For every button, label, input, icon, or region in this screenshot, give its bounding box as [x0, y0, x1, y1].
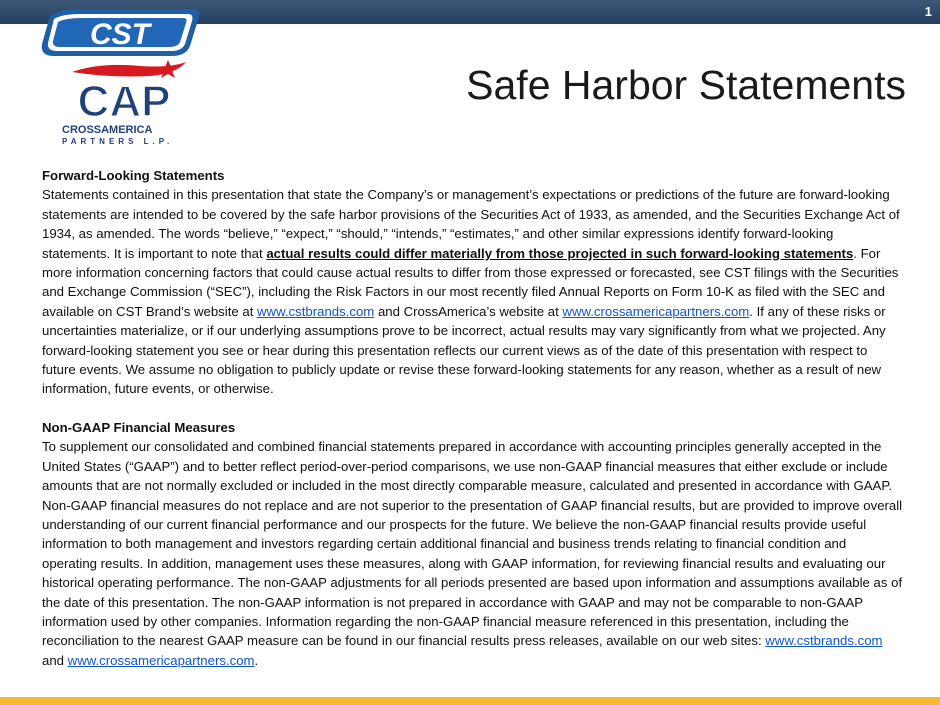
- crossamerica-link[interactable]: www.crossamericapartners.com: [562, 303, 750, 319]
- bottom-bar: [0, 697, 940, 705]
- page-number: 1: [924, 4, 932, 19]
- slide-content: [42, 166, 904, 670]
- forward-looking-heading: Forward-Looking Statements: [42, 168, 225, 183]
- non-gaap-crossamerica-link[interactable]: www.crossamericapartners.com: [67, 652, 255, 668]
- logo-caption: [62, 124, 202, 146]
- company-logo: [40, 8, 210, 148]
- page-title: Safe Harbor Statements: [466, 62, 906, 108]
- forward-looking-text-d: . If any of these risks or uncertainties materialize, or if our underlying assumptions prove to be incorrect, actual results may vary significantly from what we projected. Any forward-looking statement you see or hear during this presentation reflects our current views as of the date of this presentation with respect to future events. We assume no obligation to publicly update or revise these forward-looking statements for any reason, whether as a result of new information, future events, or otherwise.: [42, 303, 886, 397]
- non-gaap-text-c: .: [254, 652, 259, 668]
- forward-looking-text-a: Statements contained in this presentation that state the Company’s or management’s expectations or predictions of the future are forward-looking statements are intended to be covered by the safe harbor provisions of the Securities Act of 1933, as amended, and the Securities Exchange Act of 1934, as amended. The words “believe,” “expect,” “should,” “intends,” “estimates,” and other similar expressions identify forward-looking statements. It is important to note that: [42, 187, 900, 261]
- svg-text:CAP: CAP: [77, 77, 171, 124]
- non-gaap-cstbrands-link[interactable]: www.cstbrands.com: [765, 633, 883, 649]
- cap-logo-icon: [60, 60, 190, 124]
- non-gaap-text-a: To supplement our consolidated and combined financial statements prepared in accordance with accounting principles generally accepted in the United States (“GAAP”) and to better reflect period-over-period comparisons, we use non-GAAP financial measures that either exclude or include amounts that are not normally excluded or included in the most directly comparable measure, calculated and presented in accordance with GAAP. Non-GAAP financial measures do not replace and are not superior to the presentation of GAAP financial results, but are provided to improve overall understanding of our current financial performance and our prospects for the future. We believe the non-GAAP financial results provide useful information to both management and investors regarding certain additional financial and business trends relating to financial condition and operating results. In addition, management uses these measures, along with GAAP information, for reviewing financial results and evaluating our historical operating performance. The non-GAAP adjustments for all periods presented are based upon information and assumptions available as of the date of this presentation. The non-GAAP information is not prepared in accordance with GAAP and may not be comparable to non-GAAP information used by other companies. Information regarding the non-GAAP financial measure referenced in this presentation, including the reconciliation to the nearest GAAP measure can be found in our financial results press releases, available on our web sites:: [42, 439, 903, 649]
- forward-looking-text-c: and CrossAmerica’s website at: [374, 303, 563, 319]
- cst-logo-icon: [40, 8, 202, 58]
- non-gaap-paragraph: [42, 437, 904, 670]
- logo-caption-line1: CROSSAMERICA: [62, 124, 153, 136]
- forward-looking-emphasis: actual results could differ materially from those projected in such forward-looking statements: [266, 245, 854, 261]
- non-gaap-heading: Non-GAAP Financial Measures: [42, 419, 236, 435]
- cstbrands-link[interactable]: www.cstbrands.com: [257, 303, 375, 319]
- svg-text:CST: CST: [90, 18, 150, 51]
- forward-looking-paragraph: [42, 185, 904, 398]
- section-spacer: [42, 399, 904, 418]
- forward-looking-text-b: . For more information concerning factors that could cause actual results to differ from those expressed or forecasted, see CST filings with the Securities and Exchange Commission (“SEC”), including the Risk Factors in our most recently filed Annual Reports on Form 10-K as filed with the SEC and available on CST Brand’s website at: [42, 245, 899, 319]
- non-gaap-text-b: and: [42, 652, 68, 668]
- logo-caption-line2: PARTNERS L.P.: [62, 137, 174, 146]
